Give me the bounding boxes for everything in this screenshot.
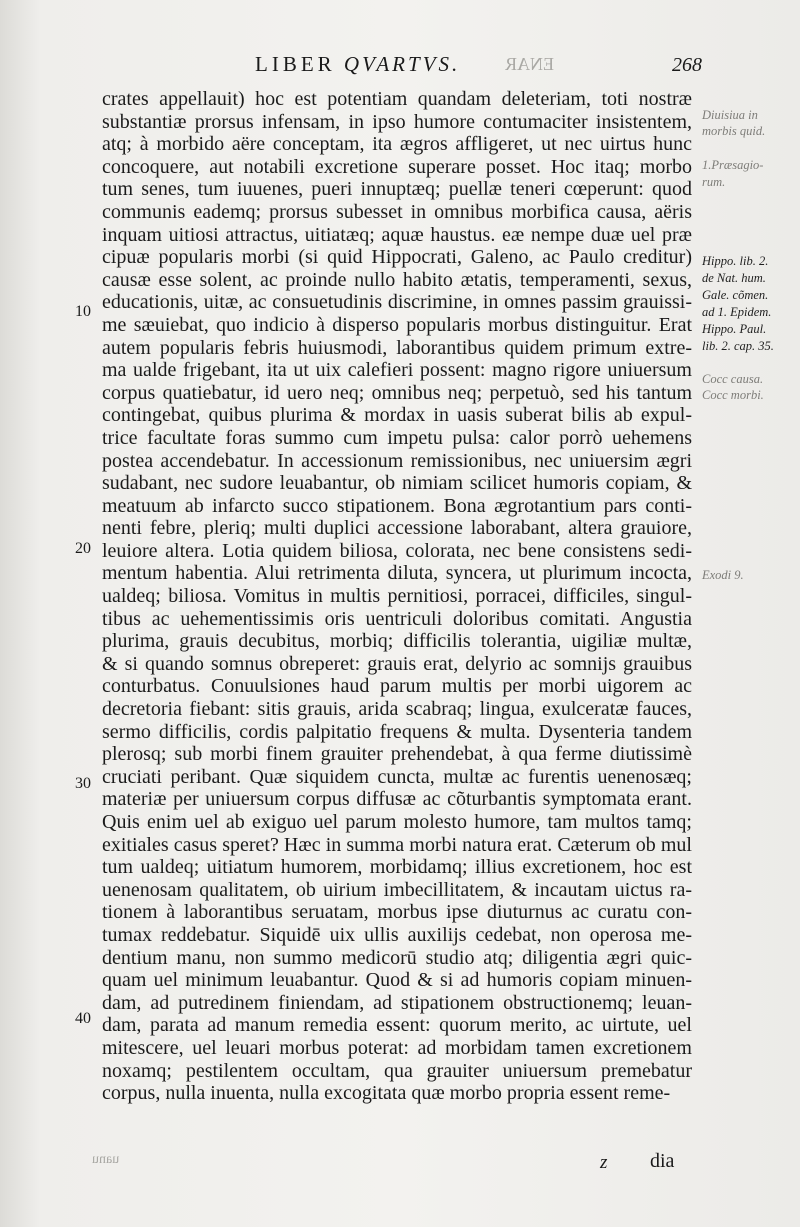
text-line: postea accendebatur. In accessionum remissionibus, nec uniuersim ægri (102, 449, 692, 472)
text-line: autem popularis febris huiusmodi, laborantibus quidem primum extre- (102, 336, 692, 359)
margin-note: lib. 2. cap. 35. (702, 339, 774, 353)
body-text (102, 88, 692, 1105)
signature-mark: z (600, 1152, 608, 1173)
text-line: decretoria fiebant: sitis grauis, arida scabraq; lingua, exulceratæ fauces, (102, 698, 692, 721)
margin-note: Diuisiua in (702, 108, 758, 122)
text-line: dam, parata ad manum remedia essent: quorum merito, ac uirtute, uel (102, 1014, 692, 1037)
text-line: mentum habentia. Alui retrimenta diluta, syncera, ut plurimum incocta, (102, 562, 692, 585)
text-line: causæ esse solent, ac proinde nullo habito ætatis, temperamenti, sexus, (102, 268, 692, 291)
text-line: atq; à morbido aëre conceptam, ita ægros affligeret, ut nec uirtus hunc (102, 133, 692, 156)
text-line: cruciati peribant. Quæ siquidem cuncta, multæ ac furentis uenenosæq; (102, 765, 692, 788)
text-line: ualdeq; biliosa. Vomitus in multis pernitiosi, porracei, difficiles, singul- (102, 585, 692, 608)
bleed-through-top: ENAR (505, 54, 554, 74)
text-line: substantiæ prorsus infensam, in ipso humore contumaciter insistentem, (102, 110, 692, 133)
margin-note: rum. (702, 175, 726, 189)
text-line: tum senes, tum iuuenes, pueri innuptæq; puellæ teneri cœperunt: quod (102, 178, 692, 201)
line-number-20: 20 (75, 540, 91, 557)
margin-note: Exodi 9. (702, 568, 744, 582)
running-header (255, 52, 460, 77)
text-line: uenenosam qualitatem, ob uirium imbecillitatem, & incautam uictus ra- (102, 878, 692, 901)
header-quartus: QVARTVS. (343, 52, 461, 76)
text-line: mitescere, uel leuari morbus poterat: ad morbidam tamen excretionem (102, 1036, 692, 1059)
text-line: sudabant, nec sudore leuabantur, ob nimiam scilicet humoris copiam, & (102, 472, 692, 495)
text-line: plurima, grauis decubitus, morbiq; difficilis tolerantia, uigiliæ multæ, (102, 630, 692, 653)
text-line: sermo difficilis, cordis palpitatio frequens & multa. Dysenteria tandem (102, 720, 692, 743)
text-line: exitiales casus speret? Hæc in summa morbi natura erat. Cæterum ob mul (102, 833, 692, 856)
text-line: & si quando somnus obreperet: grauis erat, delyrio ac somnijs grauibus (102, 652, 692, 675)
margin-note: Hippo. lib. 2. (702, 254, 769, 268)
margin-note: Hippo. Paul. (702, 322, 767, 336)
text-line: corpus, nulla inuenta, nulla excogitata quæ morbo propria essent reme- (102, 1082, 671, 1105)
text-line: plerosq; sub morbi finem grauiter prehendebat, à qua ferme diutissimè (102, 743, 692, 766)
margin-note: Gale. cõmen. (702, 288, 769, 302)
text-line: crates appellauit) hoc est potentiam quandam deleteriam, toti nostræ (102, 88, 692, 110)
bleed-through-bottom: uanu (92, 1152, 120, 1167)
margin-note: ad 1. Epidem. (702, 305, 772, 319)
line-number-40: 40 (75, 1010, 91, 1027)
text-line: noxamq; pestilentem occultam, qua grauiter uniuersum premebatur (102, 1059, 692, 1082)
text-line: nenti febre, pleriq; multi duplici accessione laborabant, altera grauiore, (102, 517, 692, 540)
text-line: tibus ac uehementissimis oris uentriculi doloribus comitati. Angustia (102, 607, 692, 630)
text-line: corpus quatiebatur, id uero neq; omnibus neq; perpetuò, sed his tantum (102, 381, 692, 404)
text-line: quam uel minimum leuabantur. Quod & si ad humoris copiam minuen- (102, 969, 692, 992)
margin-note: Cocc morbi. (702, 388, 764, 402)
text-line: tionem à laborantibus seruatam, morbus ipse diuturnus ac curatu con- (102, 901, 692, 924)
line-number-30: 30 (75, 775, 91, 792)
text-line: trice facultate foras summo cum impetu pulsa: calor porrò uehemens (102, 426, 692, 449)
margin-note: de Nat. hum. (702, 271, 766, 285)
margin-note: Cocc causa. (702, 372, 764, 386)
text-line: materiæ per uniuersum corpus diffusæ ac cõturbantis symptomata erant. (102, 788, 692, 811)
text-line: me sæuiebat, quo indicio à disperso popularis morbus distinguitur. Erat (102, 313, 692, 336)
margin-note: 1.Præsagio- (702, 158, 764, 172)
line-number-10: 10 (75, 303, 91, 320)
text-line: Quis enim uel ab exiguo uel parum molesto humore, tam multos tamq; (102, 811, 692, 833)
catchword: dia (650, 1150, 675, 1172)
text-line: communis eademq; prorsus subesset in omnibus morbifica causa, aëris (102, 200, 692, 223)
text-line: meatuum ab infarcto succo stipationem. Bona ægrotantium pars conti- (102, 494, 692, 517)
text-line: tum ualdeq; uitiatum humorem, morbidamq; illius excretionem, hoc est (102, 856, 692, 879)
text-line: contingebat, quibus plurima & mordax in uasis suberat bilis ab expul- (102, 404, 692, 427)
text-line: concoquere, aut notabili excretione superare posset. Hoc itaq; morbo (102, 155, 692, 178)
page-number: 268 (672, 54, 702, 76)
text-line: dentium manu, non summo medicorū studio atq; diligentia ægri quic- (102, 946, 692, 969)
text-line: leuiore altera. Lotia quidem biliosa, colorata, nec bene consistens sedi- (102, 539, 692, 562)
text-line: conturbatus. Conuulsiones haud parum multis per morbi uigorem ac (102, 675, 692, 698)
margin-note: morbis quid. (702, 124, 766, 138)
text-line: ma ualde frigebant, ita ut uix calefieri possent: magno rigore uniuersum (102, 359, 692, 382)
header-liber: LIBER (255, 52, 336, 76)
text-line: dam, ad putredinem finiendam, ad stipationem obstructionemq; leuan- (102, 991, 692, 1014)
text-line: inquam uitiosi attractus, uitiatæq; aquæ haustus. eæ nempe duæ uel præ (102, 223, 692, 246)
text-line: tumax reddebatur. Siquidē uix ullis auxilijs cedebat, non operosa me- (102, 923, 692, 946)
text-line: educationis, uitæ, ac consuetudinis discrimine, in omnes passim grauissi- (102, 291, 692, 314)
text-line: cipuæ popularis morbi (si quid Hippocrati, Galeno, ac Paulo creditur) (102, 246, 692, 269)
